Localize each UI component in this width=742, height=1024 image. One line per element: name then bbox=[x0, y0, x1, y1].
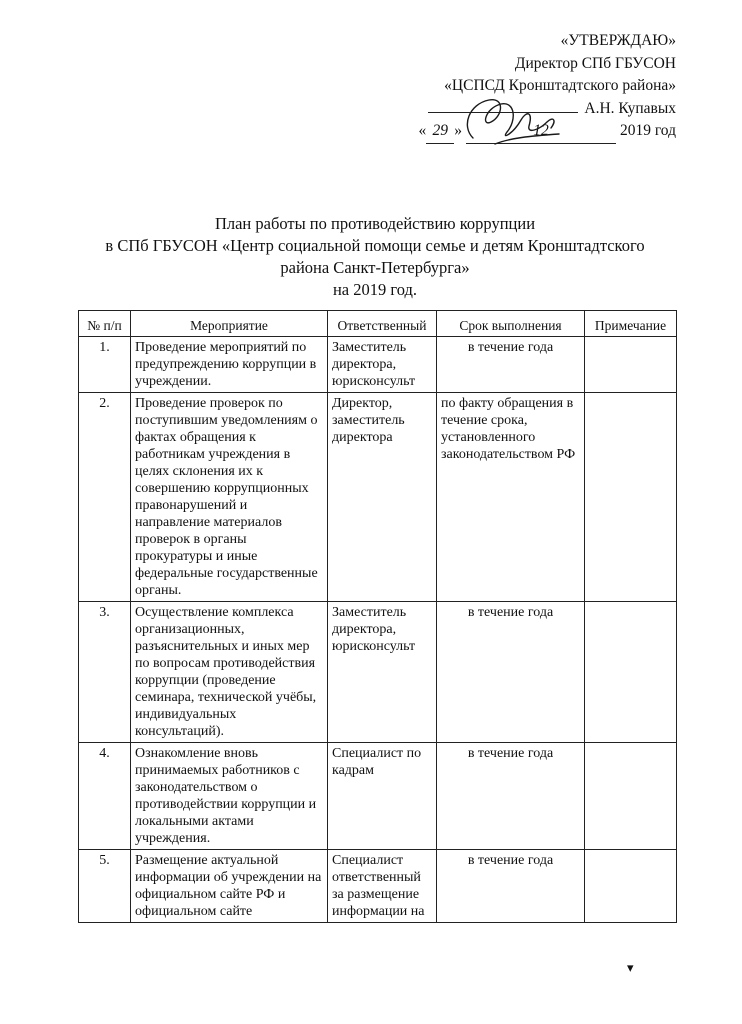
approval-date bbox=[346, 120, 676, 144]
director-position: Директор СПб ГБУСОН bbox=[514, 54, 676, 72]
title-line-1: План работы по противодействию коррупции bbox=[214, 214, 536, 233]
date-month: 12 bbox=[466, 120, 616, 144]
plan-table bbox=[78, 310, 677, 923]
date-day: 29 bbox=[426, 120, 454, 144]
row-note bbox=[585, 743, 677, 850]
header-term: Срок выполнения bbox=[437, 311, 585, 337]
row-term: в течение года bbox=[437, 602, 585, 743]
table-row bbox=[79, 602, 677, 743]
row-num: 2. bbox=[79, 393, 131, 602]
table-row bbox=[79, 337, 677, 393]
row-event: Проведение проверок по поступившим уведомлениям о фактах обращения к работникам учреждения в целях склонения их к совершению коррупционных правонарушений и направление материалов проверок в органы прокуратуры и иные федеральные государственные органы. bbox=[131, 393, 328, 602]
row-note bbox=[585, 337, 677, 393]
approval-block bbox=[346, 30, 676, 144]
title-line-4: на 2019 год. bbox=[332, 280, 418, 299]
date-open-quote: « bbox=[418, 122, 427, 139]
signature-underline bbox=[428, 98, 578, 113]
header-num: № п/п bbox=[79, 311, 131, 337]
header-responsible: Ответственный bbox=[328, 311, 437, 337]
row-responsible: Заместитель директора, юрисконсульт bbox=[328, 602, 437, 743]
row-term: по факту обращения в течение срока, установленного законодательством РФ bbox=[437, 393, 585, 602]
date-close-quote: » bbox=[454, 122, 462, 139]
row-term: в течение года bbox=[437, 850, 585, 923]
row-event: Размещение актуальной информации об учреждении на официальном сайте РФ и официальном сайте bbox=[131, 850, 328, 923]
document-title bbox=[60, 213, 690, 301]
table-row bbox=[79, 850, 677, 923]
title-line-2: в СПб ГБУСОН «Центр социальной помощи семье и детям Кронштадтского bbox=[105, 236, 645, 255]
row-term: в течение года bbox=[437, 337, 585, 393]
date-year: 2019 год bbox=[619, 122, 676, 139]
row-event: Осуществление комплекса организационных, разъяснительных и иных мер по вопросам противодействия коррупции (проведение семинара, технической учёбы, индивидуальных консультаций). bbox=[131, 602, 328, 743]
row-note bbox=[585, 393, 677, 602]
table-row bbox=[79, 393, 677, 602]
header-note: Примечание bbox=[585, 311, 677, 337]
row-num: 4. bbox=[79, 743, 131, 850]
approve-label: «УТВЕРЖДАЮ» bbox=[560, 32, 676, 49]
row-num: 5. bbox=[79, 850, 131, 923]
table-row bbox=[79, 743, 677, 850]
organization-name: «ЦСПСД Кронштадтского района» bbox=[444, 77, 676, 94]
row-responsible: Заместитель директора, юрисконсульт bbox=[328, 337, 437, 393]
row-responsible: Специалист по кадрам bbox=[328, 743, 437, 850]
row-note bbox=[585, 602, 677, 743]
row-responsible: Директор, заместитель директора bbox=[328, 393, 437, 602]
row-event: Проведение мероприятий по предупреждению коррупции в учреждении. bbox=[131, 337, 328, 393]
row-event: Ознакомление вновь принимаемых работников с законодательством о противодействии коррупции и локальными актами учреждения. bbox=[131, 743, 328, 850]
row-note bbox=[585, 850, 677, 923]
title-line-3: района Санкт-Петербурга» bbox=[280, 258, 470, 277]
signatory-name: А.Н. Купавых bbox=[584, 99, 676, 117]
signature-line bbox=[346, 98, 676, 121]
row-term: в течение года bbox=[437, 743, 585, 850]
table-header-row bbox=[79, 311, 677, 337]
row-num: 3. bbox=[79, 602, 131, 743]
header-event: Мероприятие bbox=[131, 311, 328, 337]
row-responsible: Специалист ответственный за размещение информации на bbox=[328, 850, 437, 923]
page-mark: ▾ bbox=[627, 960, 634, 975]
row-num: 1. bbox=[79, 337, 131, 393]
